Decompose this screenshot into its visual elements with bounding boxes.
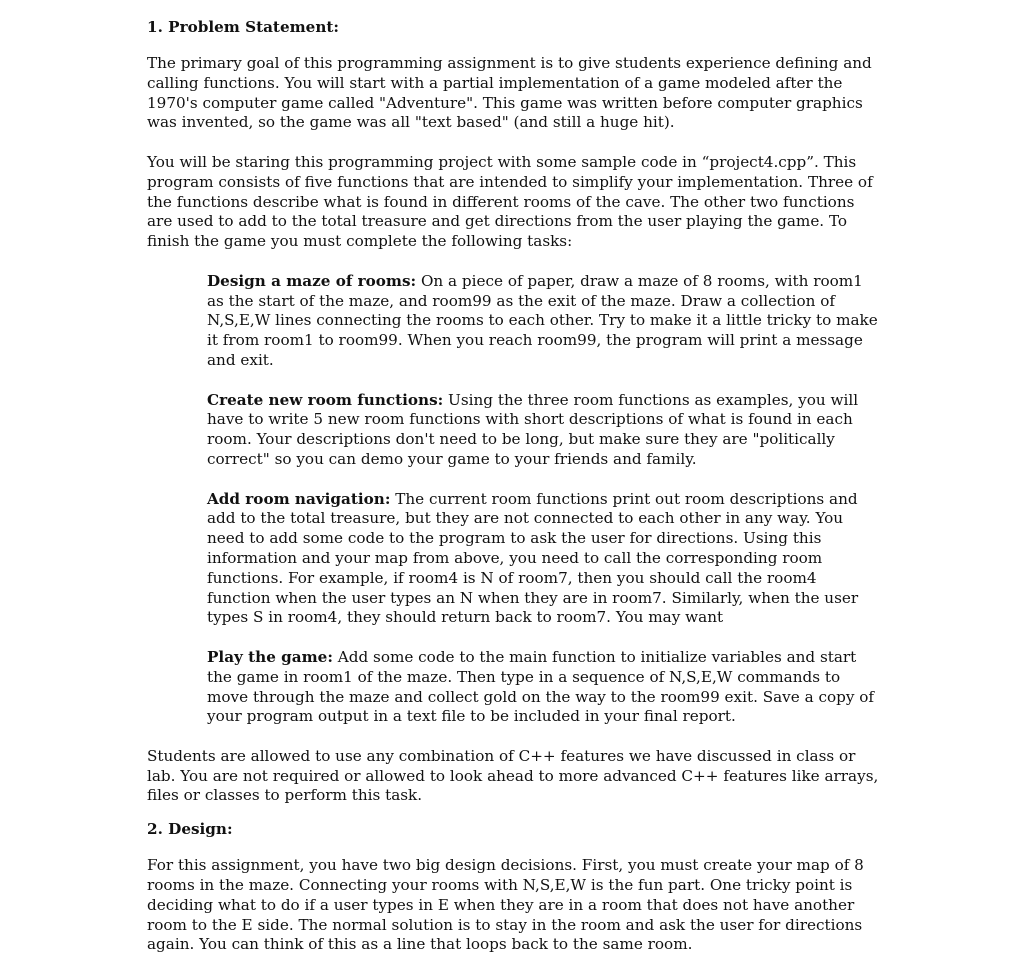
task-room-functions (207, 391, 882, 470)
task-room-navigation-text: The current room functions print out room descriptions and add to the total treasure, but they are not connected to each other in any way. You need to add some code to the program to ask the user for directions. Using this information and your map from above, you need to call the corresponding room functions. For example, if room4 is N of room7, then you should call the room4 function when the user types an N when they are in room7. Similarly, when the user types S in room4, they should return back to room7. You may want (207, 489, 859, 627)
document-page (147, 14, 882, 955)
section2-heading: 2. Design: (147, 820, 233, 839)
task-room-functions-text: Using the three room functions as examples, you will have to write 5 new room functions with short descriptions of what is found in each room. Your descriptions don't need to be long, but make sure they are "politically correct" so you can demo your game to your friends and family. (207, 390, 859, 468)
intro-paragraph-2: You will be staring this programming project with some sample code in “project4.cpp”. This program consists of five functions that are intended to simplify your implementation. Three of the functions describe what is found in different rooms of the cave. The other two functions are used to add to the total treasure and get directions from the user playing the game. To finish the game you must complete the following tasks: (147, 152, 873, 251)
intro-paragraph-1: The primary goal of this programming assignment is to give students experience defining and calling functions. You will start with a partial implementation of a game modeled after the 1970's computer game called "Adventure". This game was written before computer graphics was invented, so the game was all "text based" (and still a huge hit). (147, 54, 872, 132)
design-paragraph-1: For this assignment, you have two big design decisions. First, you must create your map of 8 rooms in the maze. Connecting your rooms with N,S,E,W is the fun part. One tricky point is deciding what to do if a user types in E when they are in a room that does not have another room to the E side. The normal solution is to stay in the room and ask the user for directions again. You can think of this as a line that loops back to the same room. (147, 856, 864, 954)
task-play-game (207, 648, 882, 727)
task-design-maze (207, 272, 882, 371)
section1-heading: 1. Problem Statement: (147, 18, 340, 36)
task-play-game-text: Add some code to the main function to initialize variables and start the game in room1 of the maze. Then type in a sequence of N,S,E,W commands to move through the maze and collect gold on the way to the room99 exit. Save a copy of your program output in a text file to be included in your final report. (207, 647, 875, 726)
task-play-game-title: Play the game: (207, 647, 333, 666)
task-room-navigation-title: Add room navigation: (207, 489, 391, 508)
task-design-maze-text: On a piece of paper, draw a maze of 8 rooms, with room1 as the start of the maze, and room99 as the exit of the maze. Draw a collection of N,S,E,W lines connecting the rooms to each other. Try to make it a little tricky to make it from room1 to room99. When you reach room99, the program will print a message and exit. (207, 271, 878, 369)
task-design-maze-title: Design a maze of rooms: (207, 271, 417, 290)
closing-paragraph: Students are allowed to use any combination of C++ features we have discussed in class or lab. You are not required or allowed to look ahead to more advanced C++ features like arrays, files or classes to perform this task. (147, 746, 879, 805)
task-room-navigation (207, 490, 882, 629)
task-room-functions-title: Create new room functions: (207, 390, 444, 409)
